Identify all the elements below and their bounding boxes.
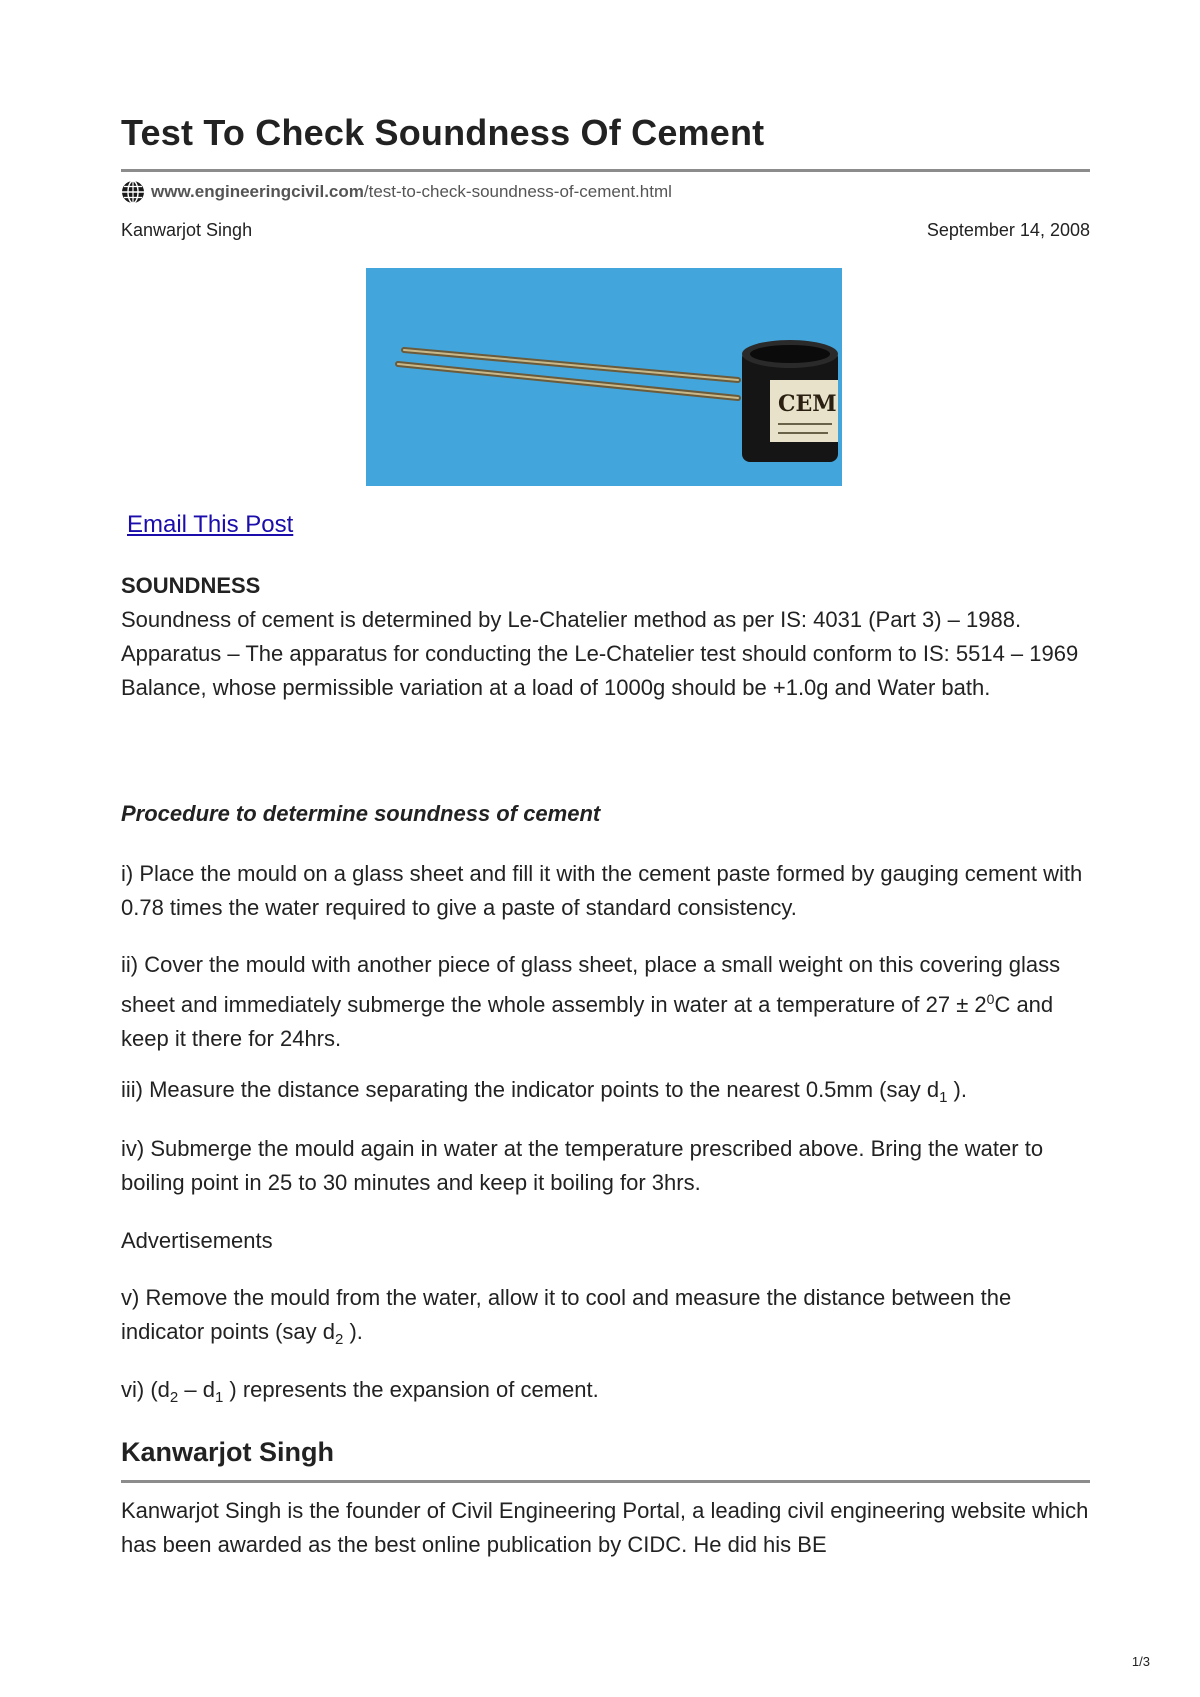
source-url[interactable] (121, 180, 672, 204)
procedure-step-1 (121, 857, 1090, 925)
procedure-heading-block (121, 797, 1090, 831)
apparatus-text: Apparatus – The apparatus for conducting the Le-Chatelier test should conform to IS: 5514 – 1969 (121, 641, 1079, 666)
author-bio (121, 1494, 1090, 1562)
procedure-step-5 (121, 1281, 1090, 1357)
advertisements-label: Advertisements (121, 1228, 273, 1253)
author-name: Kanwarjot Singh (121, 220, 253, 240)
publish-date: September 14, 2008 (926, 220, 1090, 240)
step-6-text (121, 1373, 1090, 1415)
title-divider (121, 169, 1090, 172)
author-box-heading: Kanwarjot Singh (121, 1437, 335, 1467)
step-5-text (121, 1281, 1090, 1357)
d2-subscript: 2 (335, 1331, 344, 1348)
le-chatelier-apparatus-image (366, 268, 842, 486)
step-6-part-a: vi) (d (121, 1377, 170, 1402)
step-3-text (121, 1073, 1090, 1115)
globe-icon (121, 180, 145, 204)
d1-subscript: 1 (214, 1389, 224, 1406)
author-divider (121, 1480, 1090, 1483)
procedure-step-6 (121, 1373, 1090, 1415)
url-domain: www.engineeringcivil.com (151, 182, 364, 201)
step-2-part-b: C and keep it there for 24hrs. (121, 992, 1054, 1051)
step-6-part-mid: – d (178, 1377, 215, 1402)
advertisements-block (121, 1224, 1090, 1258)
d1-subscript: 1 (939, 1089, 948, 1106)
email-post-link[interactable]: Email This Post (127, 511, 294, 538)
degree-superscript: 0 (986, 991, 995, 1007)
step-5-part-b: ). (343, 1319, 363, 1344)
url-path: /test-to-check-soundness-of-cement.html (363, 182, 672, 201)
soundness-heading: SOUNDNESS (121, 573, 261, 598)
step-1-text: i) Place the mould on a glass sheet and fill it with the cement paste formed by gauging cement with 0.78 times the water required to give a paste of standard consistency. (121, 861, 1083, 920)
step-2-part-a: ii) Cover the mould with another piece of glass sheet, place a small weight on this covering glass sheet and immediately submerge the whole assembly in water at a temperature of 27 ± 2 (121, 952, 1061, 1017)
step-2-text (121, 948, 1090, 1056)
step-5-part-a: v) Remove the mould from the water, allow it to cool and measure the distance between the indicator points (say d (121, 1285, 1012, 1344)
procedure-heading: Procedure to determine soundness of cement (121, 801, 601, 826)
soundness-method-text: Soundness of cement is determined by Le-Chatelier method as per IS: 4031 (Part 3) – 1988. (121, 607, 1022, 632)
image-label: CEM (778, 391, 837, 417)
balance-text: Balance, whose permissible variation at a load of 1000g should be +1.0g and Water bath. (121, 675, 991, 700)
page-title: Test To Check Soundness Of Cement (121, 112, 765, 153)
procedure-step-3 (121, 1073, 1090, 1115)
step-3-part-a: iii) Measure the distance separating the indicator points to the nearest 0.5mm (say d (121, 1077, 940, 1102)
step-3-part-b: ). (947, 1077, 967, 1102)
author-bio-text: Kanwarjot Singh is the founder of Civil Engineering Portal, a leading civil engineering website which has been awarded as the best online publication by CIDC. He did his BE (121, 1498, 1089, 1557)
procedure-step-2 (121, 948, 1090, 1056)
d2-subscript: 2 (169, 1389, 179, 1406)
step-6-part-b: ) represents the expansion of cement. (223, 1377, 599, 1402)
page-number: 1/3 (1131, 1654, 1150, 1669)
procedure-step-4 (121, 1132, 1090, 1200)
soundness-section (121, 569, 1090, 705)
step-4-text: iv) Submerge the mould again in water at the temperature prescribed above. Bring the water to boiling point in 25 to 30 minutes and keep it boiling for 3hrs. (121, 1136, 1044, 1195)
